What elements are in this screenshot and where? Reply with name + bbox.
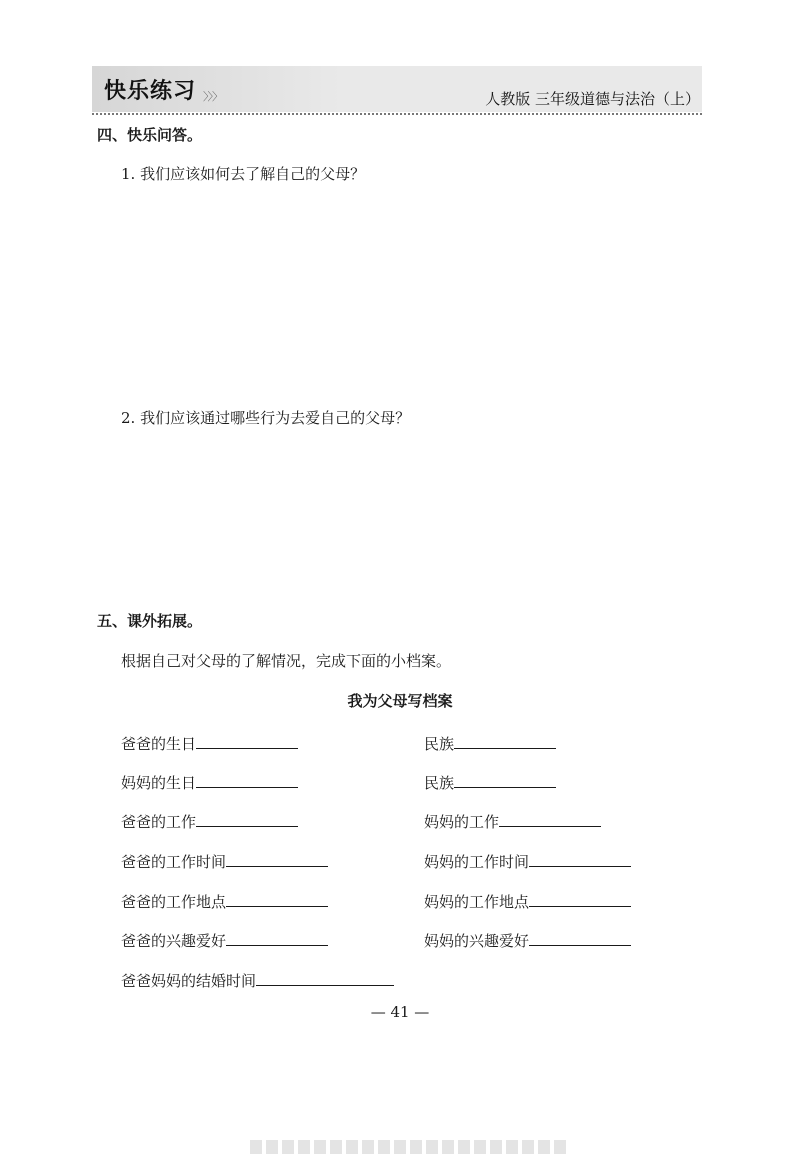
field-marriage-date — [121, 969, 394, 993]
field-label: 爸爸的工作地点 — [121, 893, 227, 911]
field-dad-job — [121, 810, 298, 834]
fill-blank[interactable] — [196, 810, 298, 827]
field-dad-hobbies — [121, 929, 328, 953]
field-dad-ethnicity — [424, 732, 556, 756]
field-mom-ethnicity — [424, 771, 556, 795]
question-2: 2. 我们应该通过哪些行为去爱自己的父母？ — [121, 409, 411, 427]
fill-blank[interactable] — [454, 732, 556, 749]
field-dad-birthday — [121, 732, 298, 756]
field-label: 民族 — [424, 735, 455, 753]
fill-blank[interactable] — [529, 850, 631, 867]
field-mom-work-place — [424, 890, 631, 914]
section-4-title: 四、快乐问答。 — [97, 126, 203, 144]
field-dad-work-place — [121, 890, 328, 914]
field-label: 妈妈的工作时间 — [424, 853, 530, 871]
fill-blank[interactable] — [196, 771, 298, 788]
field-label: 爸爸的生日 — [121, 735, 197, 753]
section-5-title: 五、课外拓展。 — [97, 612, 203, 630]
field-mom-birthday — [121, 771, 298, 795]
field-label: 妈妈的兴趣爱好 — [424, 932, 530, 950]
field-dad-work-time — [121, 850, 328, 874]
field-mom-work-time — [424, 850, 631, 874]
field-label: 爸爸的工作时间 — [121, 853, 227, 871]
section-5-intro: 根据自己对父母的了解情况，完成下面的小档案。 — [121, 652, 452, 670]
fill-blank[interactable] — [226, 929, 328, 946]
field-label: 妈妈的工作地点 — [424, 893, 530, 911]
bleed-through-text — [250, 1140, 570, 1154]
page-number: — 41 — — [370, 1003, 430, 1021]
field-label: 爸爸妈妈的结婚时间 — [121, 972, 257, 990]
fill-blank[interactable] — [256, 969, 394, 986]
field-mom-job — [424, 810, 601, 834]
brand-title: 快乐练习 — [104, 79, 197, 104]
form-title: 我为父母写档案 — [347, 692, 453, 710]
fill-blank[interactable] — [226, 890, 328, 907]
fill-blank[interactable] — [196, 732, 298, 749]
edition-label: 人教版 三年级道德与法治（上） — [485, 90, 700, 108]
question-1: 1. 我们应该如何去了解自己的父母？ — [121, 165, 366, 183]
field-label: 民族 — [424, 774, 455, 792]
chevron-icon: 〉〉〉 — [203, 90, 222, 103]
field-label: 妈妈的工作 — [424, 813, 500, 831]
field-label: 妈妈的生日 — [121, 774, 197, 792]
fill-blank[interactable] — [529, 890, 631, 907]
field-label: 爸爸的工作 — [121, 813, 197, 831]
field-mom-hobbies — [424, 929, 631, 953]
fill-blank[interactable] — [499, 810, 601, 827]
header-divider — [92, 113, 702, 115]
fill-blank[interactable] — [529, 929, 631, 946]
fill-blank[interactable] — [454, 771, 556, 788]
field-label: 爸爸的兴趣爱好 — [121, 932, 227, 950]
fill-blank[interactable] — [226, 850, 328, 867]
